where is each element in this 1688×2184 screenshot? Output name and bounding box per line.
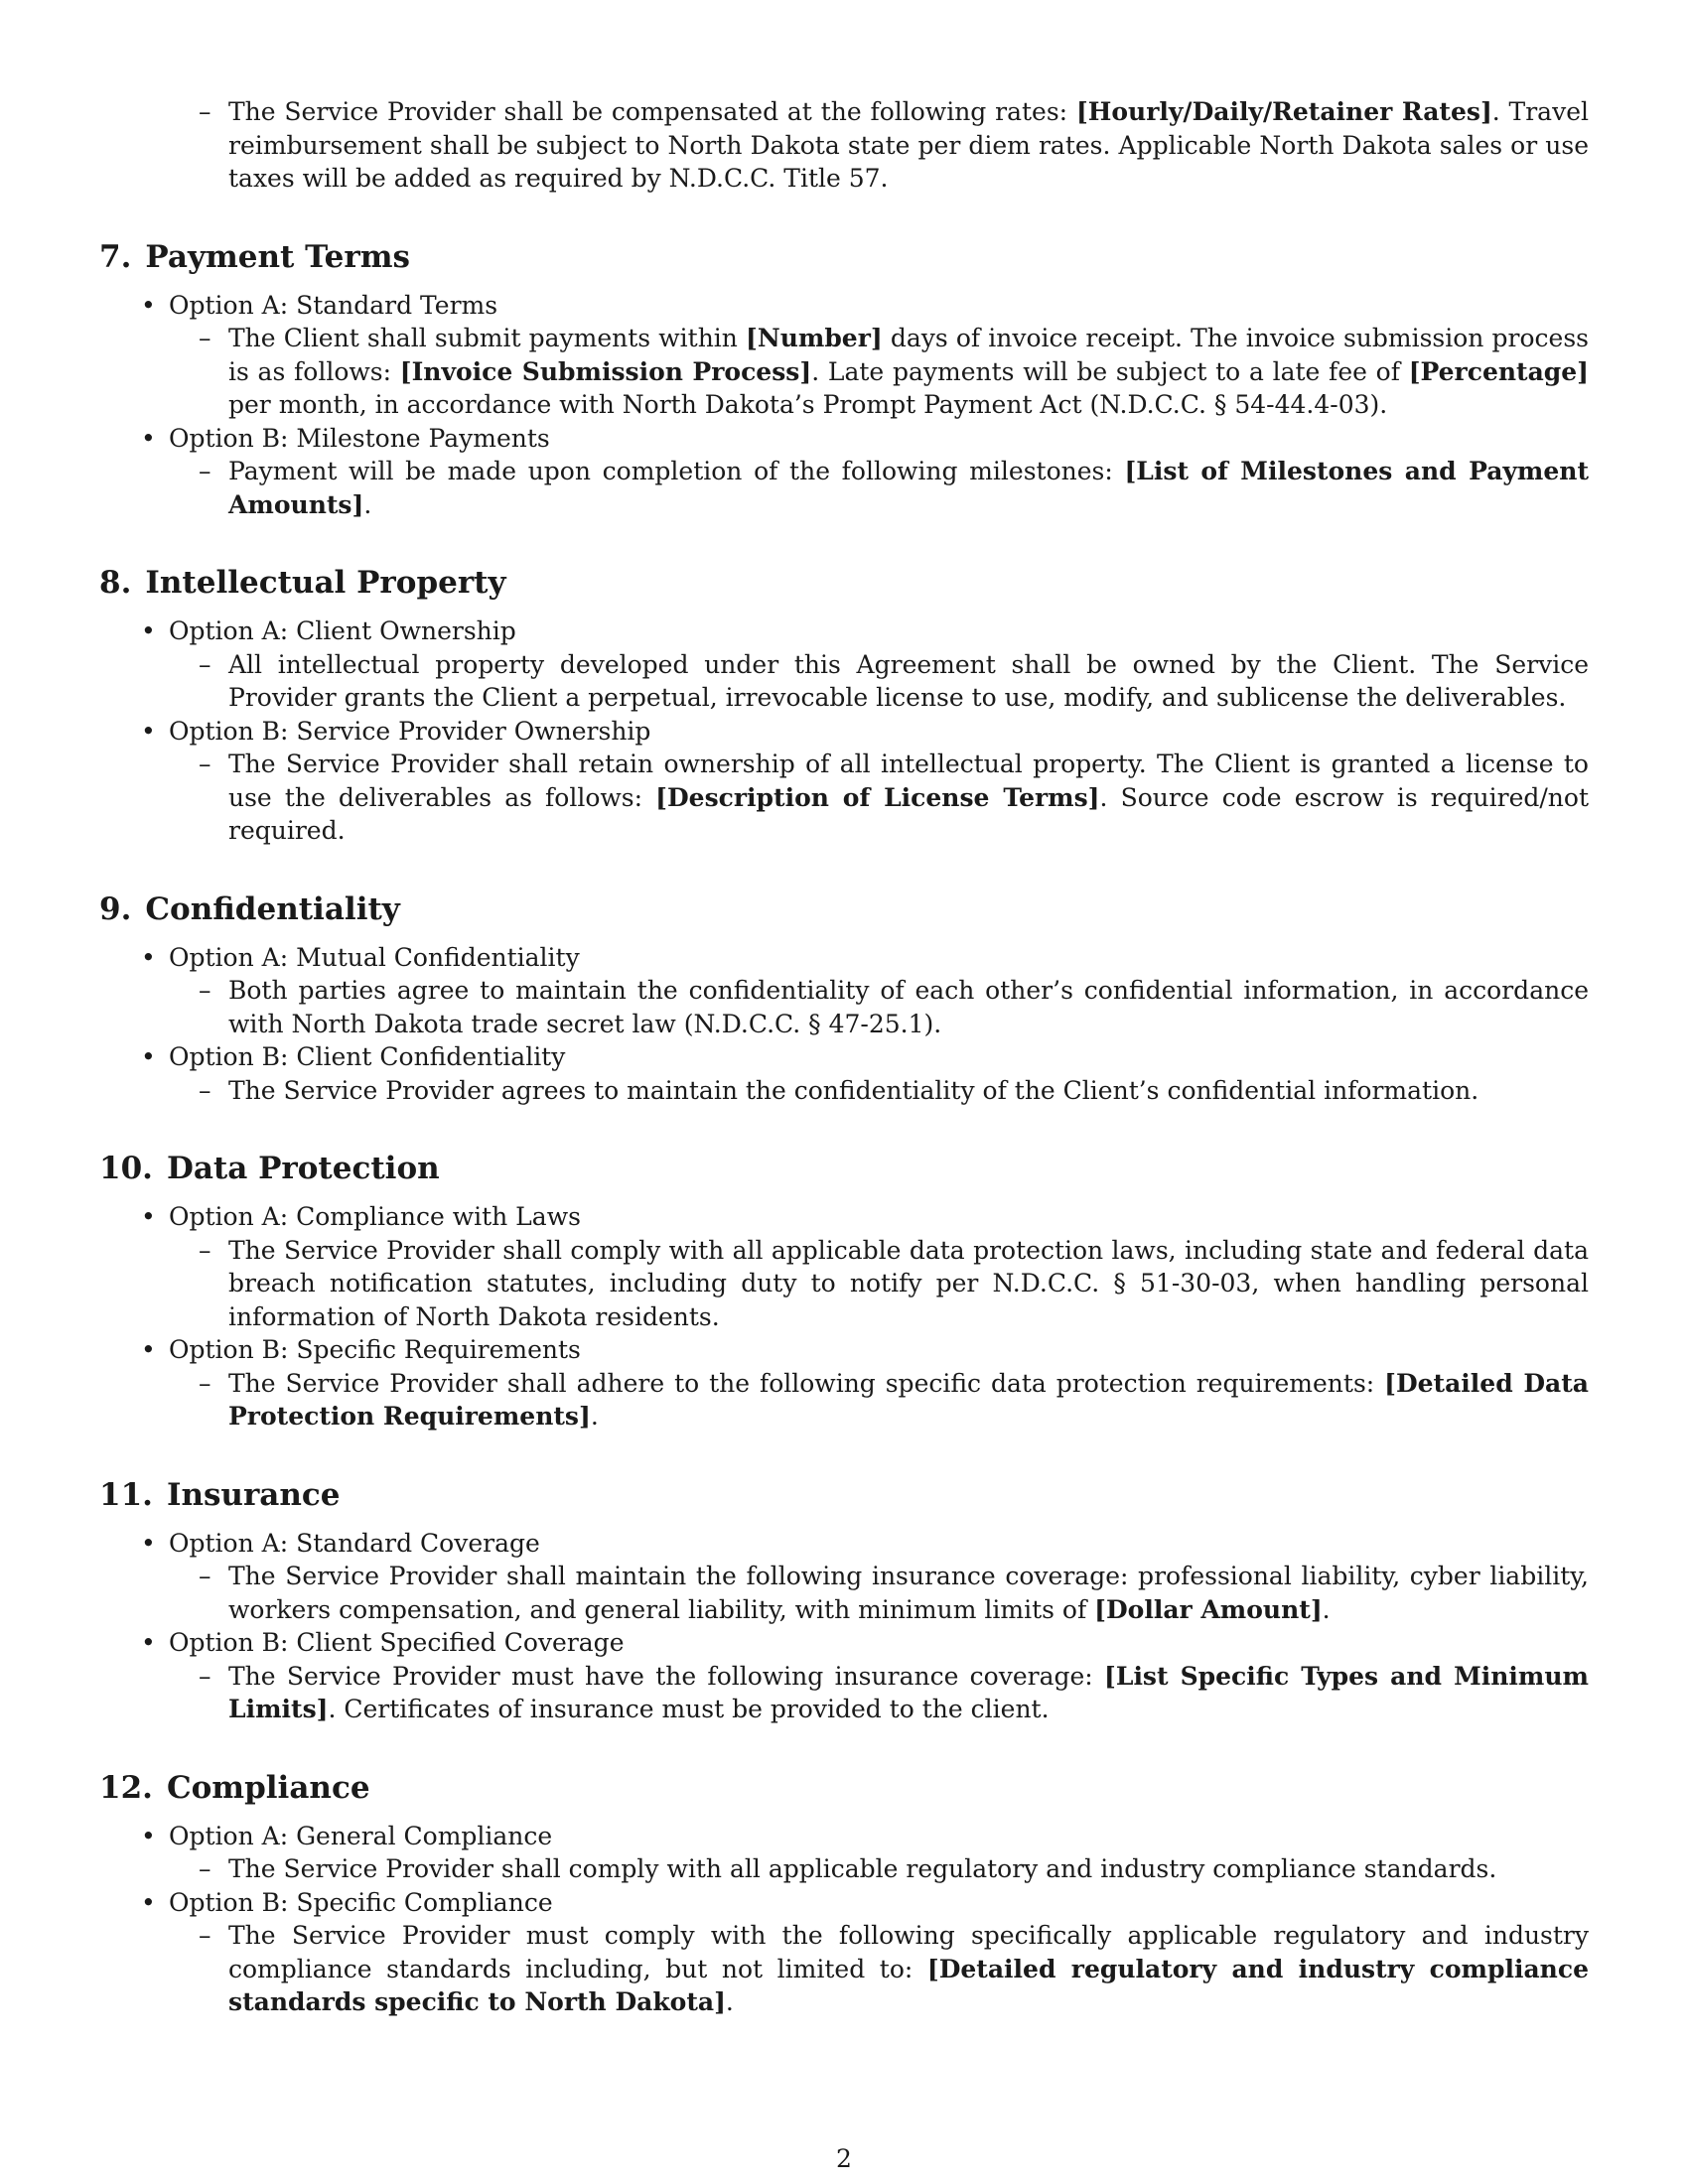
section-data-protection <box>99 1151 1589 1433</box>
option-a: • Option A: Compliance with Laws <box>99 1200 1589 1234</box>
option-b-text: – Payment will be made upon completion of the following milestones: [List of Milestones and Payment Amounts]. <box>99 455 1589 521</box>
option-b: • Option B: Service Provider Ownership <box>99 715 1589 749</box>
option-b-text: – The Service Provider must have the following insurance coverage: [List Specific Types and Minimum Limits]. Certificates of insurance must be provided to the client. <box>99 1660 1589 1726</box>
option-b-text: – The Service Provider must comply with the following specifically applicable regulatory and industry compliance standards including, but not limited to: [Detailed regulatory and industry compliance standards specific to North Dakota]. <box>99 1919 1589 2019</box>
section-heading: 12. Compliance <box>99 1769 370 1806</box>
option-a: • Option A: General Compliance <box>99 1820 1589 1853</box>
carryover-rates-item: – The Service Provider shall be compensated at the following rates: [Hourly/Daily/Retainer Rates]. Travel reimbursement shall be subject to North Dakota state per diem rates. Applicable North Dakota sales or use taxes will be added as required by N.D.C.C. Title 57. <box>99 95 1589 196</box>
option-b-text: – The Service Provider shall adhere to the following specific data protection requirements: [Detailed Data Protection Requirements]. <box>99 1367 1589 1433</box>
option-b: • Option B: Milestone Payments <box>99 422 1589 456</box>
section-heading: 10. Data Protection <box>99 1151 440 1186</box>
option-a-text: – All intellectual property developed under this Agreement shall be owned by the Client. The Service Provider grants the Client a perpetual, irrevocable license to use, modify, and sublicense the deliverables. <box>99 648 1589 715</box>
option-a-text: – The Service Provider shall comply with all applicable data protection laws, including state and federal data breach notification statutes, including duty to notify per N.D.C.C. § 51-30-03, when handling personal information of North Dakota residents. <box>99 1234 1589 1334</box>
section-heading: 11. Insurance <box>99 1476 341 1513</box>
placeholder-rates: [Hourly/Daily/Retainer Rates] <box>1075 97 1492 126</box>
section-heading: 7. Payment Terms <box>99 238 410 275</box>
section-payment-terms <box>99 239 1589 522</box>
option-b: • Option B: Specific Requirements <box>99 1333 1589 1367</box>
option-a: • Option A: Standard Terms <box>99 289 1589 323</box>
option-b-text: – The Service Provider shall retain ownership of all intellectual property. The Client is granted a license to use the deliverables as follows: [Description of License Terms]. Source code escrow is required/not required. <box>99 748 1589 848</box>
document-page <box>99 95 1589 2019</box>
option-a-text: – The Service Provider shall maintain the following insurance coverage: professional liability, cyber liability, workers compensation, and general liability, with minimum limits of [Dollar Amount]. <box>99 1560 1589 1626</box>
section-insurance <box>99 1477 1589 1726</box>
section-intellectual-property <box>99 565 1589 848</box>
option-b: • Option B: Client Confidentiality <box>99 1040 1589 1074</box>
option-a: • Option A: Mutual Confidentiality <box>99 941 1589 975</box>
option-a: • Option A: Standard Coverage <box>99 1527 1589 1561</box>
option-b: • Option B: Client Specified Coverage <box>99 1626 1589 1660</box>
section-compliance <box>99 1770 1589 2019</box>
option-b-text: – The Service Provider agrees to maintain the confidentiality of the Client’s confidential information. <box>99 1074 1589 1108</box>
option-a-text: – Both parties agree to maintain the confidentiality of each other’s confidential information, in accordance with North Dakota trade secret law (N.D.C.C. § 47-25.1). <box>99 974 1589 1040</box>
option-a-text: – The Client shall submit payments within [Number] days of invoice receipt. The invoice submission process is as follows: [Invoice Submission Process]. Late payments will be subject to a late fee of [Percentage] per month, in accordance with North Dakota’s Prompt Payment Act (N.D.C.C. § 54-44.4-03). <box>99 322 1589 422</box>
page-number: 2 <box>836 2144 852 2173</box>
section-heading: 9. Confidentiality <box>99 890 400 927</box>
section-confidentiality <box>99 891 1589 1108</box>
option-a: • Option A: Client Ownership <box>99 614 1589 648</box>
option-a-text: – The Service Provider shall comply with all applicable regulatory and industry compliance standards. <box>99 1852 1589 1886</box>
section-heading: 8. Intellectual Property <box>99 565 506 601</box>
option-b: • Option B: Specific Compliance <box>99 1886 1589 1920</box>
